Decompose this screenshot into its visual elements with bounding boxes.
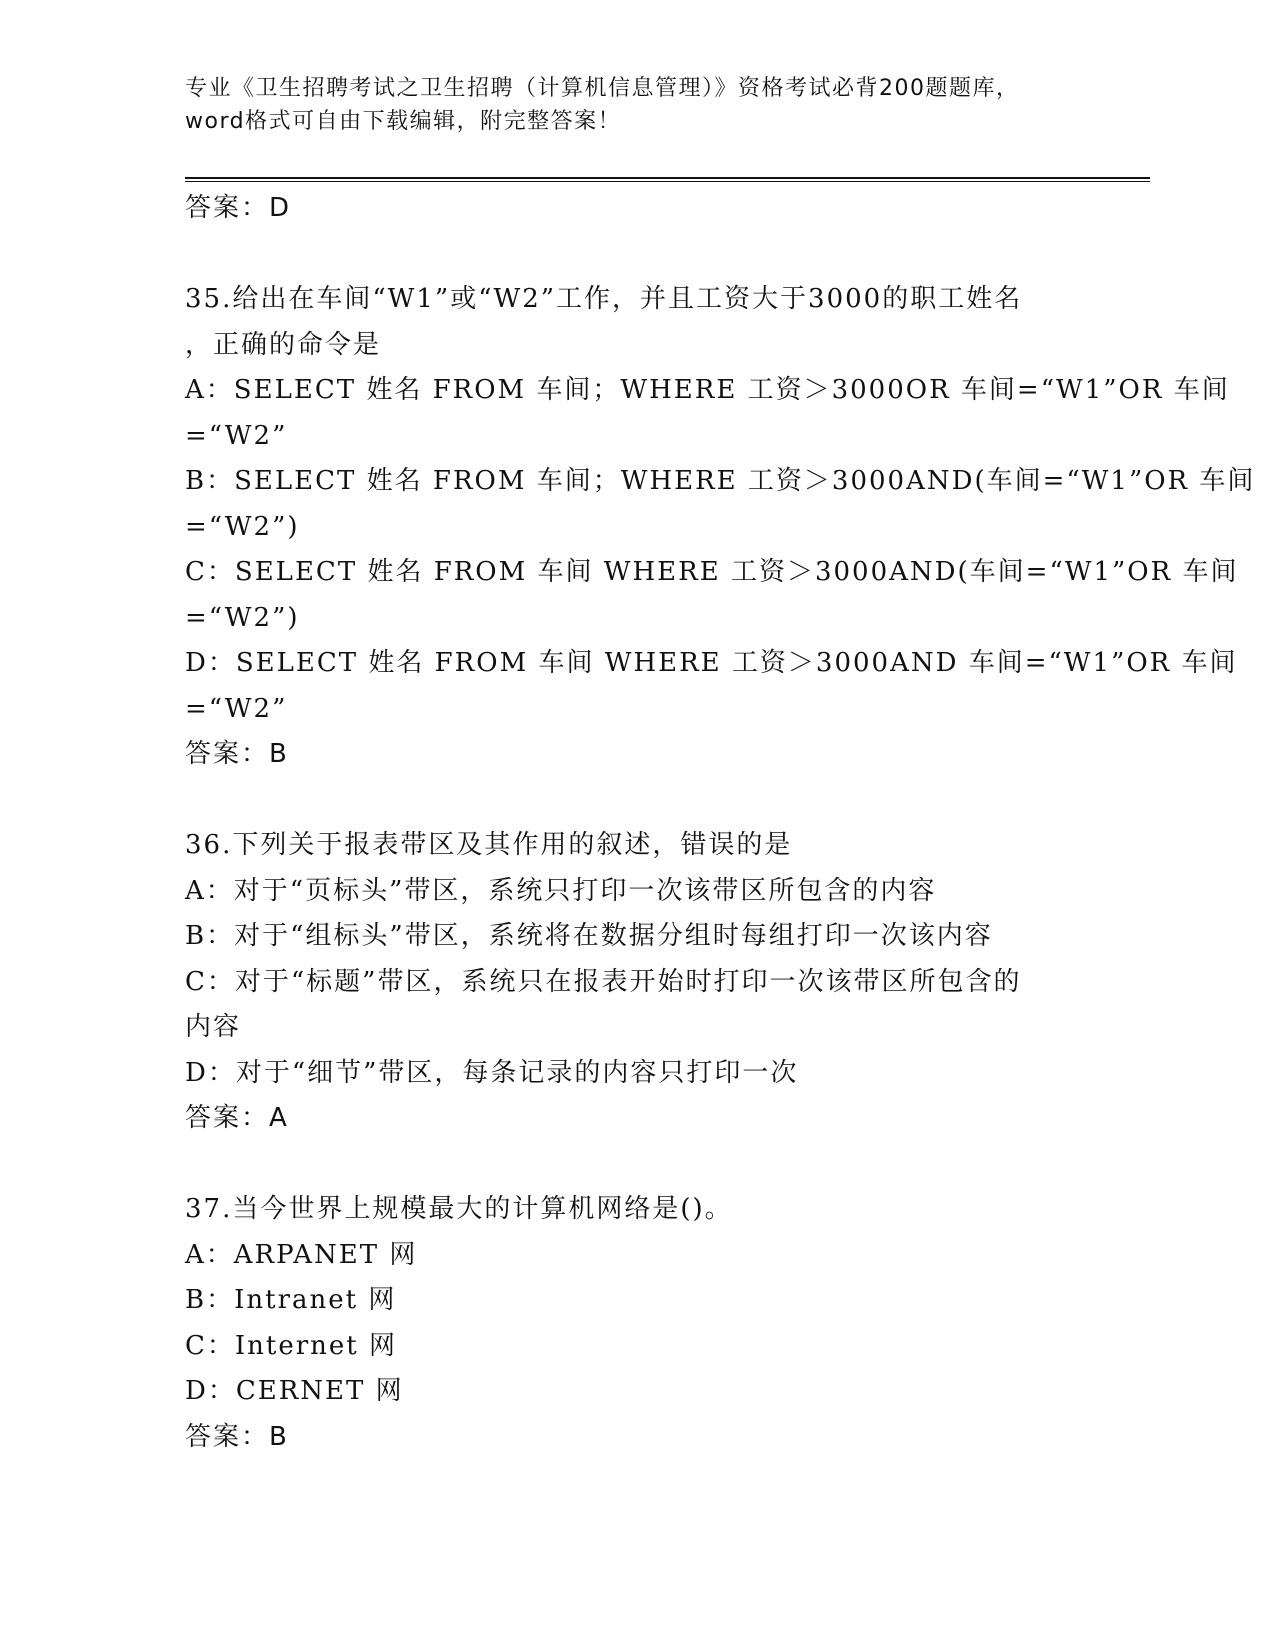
question-stem: 36.下列关于报表带区及其作用的叙述，错误的是	[185, 830, 793, 860]
option-c-continued: 内容	[185, 1012, 242, 1042]
header-title-line-2: word格式可自由下载编辑，附完整答案！	[185, 109, 622, 134]
option-c: C：SELECT 姓名 FROM 车间 WHERE 工资＞3000AND(车间=“W1”OR 车间	[185, 557, 1239, 587]
option-d: D：对于“细节”带区，每条记录的内容只打印一次	[185, 1057, 799, 1088]
option-b-continued: =“W2”)	[185, 511, 300, 542]
question-37	[185, 1187, 1085, 1460]
option-a: A：ARPANET 网	[185, 1239, 418, 1270]
option-d: D：CERNET 网	[185, 1376, 404, 1406]
option-d: D：SELECT 姓名 FROM 车间 WHERE 工资＞3000AND 车间=“W1”OR 车间	[185, 648, 1238, 678]
option-c: C：对于“标题”带区，系统只在报表开始时打印一次该带区所包含的	[185, 966, 1022, 997]
question-stem-continued: ，正确的命令是	[185, 329, 382, 360]
spacer	[185, 232, 1085, 278]
previous-answer: 答案：D	[185, 193, 292, 223]
option-b: B：SELECT 姓名 FROM 车间；WHERE 工资＞3000AND(车间=“W1”OR 车间	[185, 466, 1256, 496]
spacer	[185, 1142, 1085, 1188]
question-stem: 37.当今世界上规模最大的计算机网络是()。	[185, 1194, 733, 1224]
option-d-continued: =“W2”	[185, 693, 288, 724]
option-b: B：Intranet 网	[185, 1285, 397, 1315]
option-a-continued: =“W2”	[185, 420, 288, 451]
header-title-line-1: 专业《卫生招聘考试之卫生招聘（计算机信息管理）》资格考试必背200题题库，	[185, 76, 1020, 101]
option-c: C：Internet 网	[185, 1330, 398, 1361]
option-a: A：SELECT 姓名 FROM 车间；WHERE 工资＞3000OR 车间=“W1”OR 车间	[185, 375, 1230, 405]
page-header	[185, 72, 1085, 138]
question-36	[185, 823, 1085, 1142]
question-35	[185, 277, 1256, 778]
option-c-continued: =“W2”)	[185, 602, 300, 633]
question-list	[185, 186, 1256, 1460]
option-a: A：对于“页标头”带区，系统只打印一次该带区所包含的内容	[185, 875, 937, 906]
answer: 答案：B	[185, 1421, 289, 1452]
answer: 答案：B	[185, 739, 289, 769]
option-b: B：对于“组标头”带区，系统将在数据分组时每组打印一次该内容	[185, 921, 993, 951]
question-stem: 35.给出在车间“W1”或“W2”工作，并且工资大于3000的职工姓名	[185, 284, 1023, 314]
answer: 答案：A	[185, 1103, 289, 1133]
spacer	[185, 778, 1085, 824]
header-divider	[185, 177, 1150, 182]
